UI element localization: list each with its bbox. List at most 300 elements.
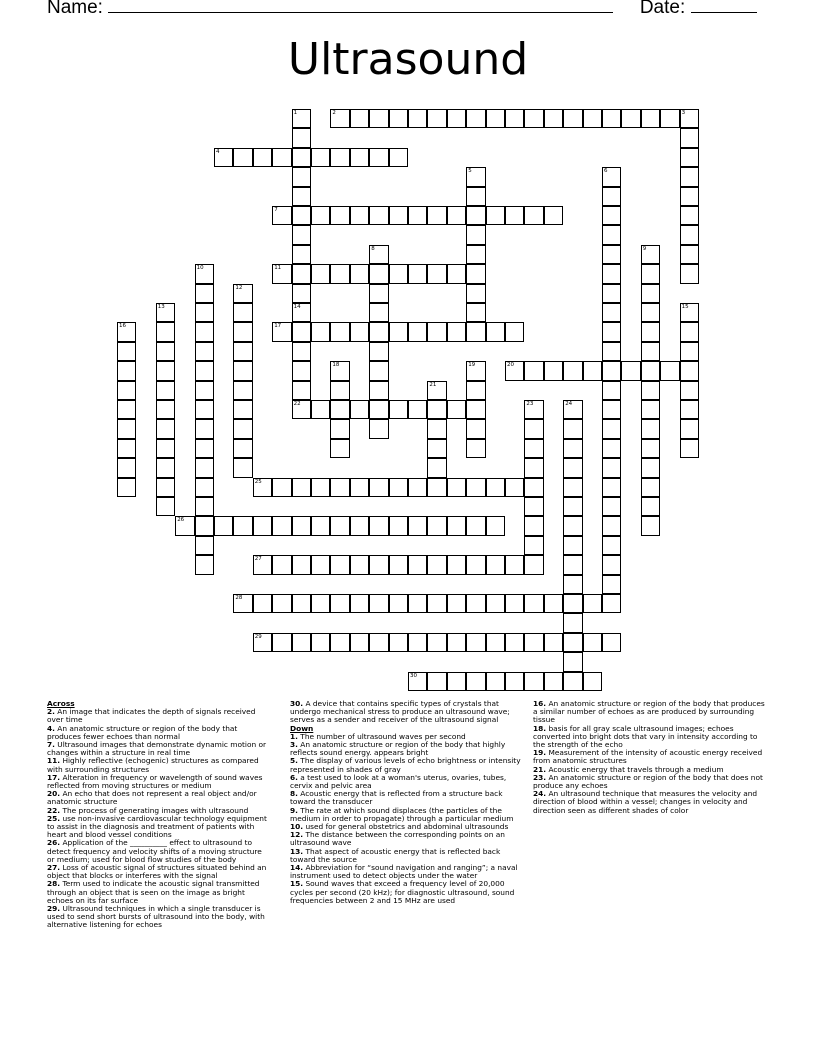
- crossword-cell[interactable]: [466, 264, 485, 283]
- crossword-cell[interactable]: [563, 516, 582, 535]
- crossword-cell[interactable]: [466, 206, 485, 225]
- crossword-cell[interactable]: [505, 109, 524, 128]
- crossword-cell[interactable]: [486, 672, 505, 691]
- crossword-cell[interactable]: [524, 361, 543, 380]
- crossword-cell[interactable]: [350, 555, 369, 574]
- crossword-cell[interactable]: [311, 264, 330, 283]
- crossword-cell[interactable]: [330, 381, 349, 400]
- crossword-cell[interactable]: [563, 478, 582, 497]
- crossword-cell[interactable]: [292, 516, 311, 535]
- crossword-cell[interactable]: [389, 555, 408, 574]
- crossword-cell[interactable]: [602, 516, 621, 535]
- crossword-cell[interactable]: [447, 555, 466, 574]
- crossword-cell[interactable]: [330, 322, 349, 341]
- crossword-cell[interactable]: [602, 284, 621, 303]
- crossword-cell[interactable]: [602, 400, 621, 419]
- crossword-cell[interactable]: [563, 439, 582, 458]
- crossword-cell[interactable]: [680, 245, 699, 264]
- crossword-cell[interactable]: [195, 497, 214, 516]
- crossword-cell[interactable]: [641, 400, 660, 419]
- crossword-cell[interactable]: [466, 594, 485, 613]
- crossword-cell[interactable]: [486, 555, 505, 574]
- crossword-cell[interactable]: [156, 497, 175, 516]
- crossword-cell[interactable]: [389, 206, 408, 225]
- crossword-cell[interactable]: [427, 419, 446, 438]
- crossword-cell[interactable]: [466, 672, 485, 691]
- crossword-cell[interactable]: [389, 109, 408, 128]
- crossword-cell[interactable]: [544, 109, 563, 128]
- crossword-cell[interactable]: [427, 516, 446, 535]
- crossword-cell[interactable]: [156, 303, 175, 322]
- crossword-cell[interactable]: [311, 206, 330, 225]
- crossword-cell[interactable]: [389, 516, 408, 535]
- crossword-cell[interactable]: [505, 206, 524, 225]
- crossword-cell[interactable]: [447, 594, 466, 613]
- crossword-cell[interactable]: [602, 439, 621, 458]
- crossword-cell[interactable]: [583, 672, 602, 691]
- crossword-cell[interactable]: [544, 633, 563, 652]
- crossword-cell[interactable]: [660, 361, 679, 380]
- crossword-cell[interactable]: [486, 206, 505, 225]
- crossword-cell[interactable]: [195, 264, 214, 283]
- crossword-cell[interactable]: [195, 284, 214, 303]
- crossword-cell[interactable]: [369, 245, 388, 264]
- crossword-cell[interactable]: [369, 148, 388, 167]
- crossword-cell[interactable]: [233, 594, 252, 613]
- crossword-cell[interactable]: [117, 361, 136, 380]
- crossword-cell[interactable]: [602, 458, 621, 477]
- crossword-cell[interactable]: [350, 516, 369, 535]
- crossword-cell[interactable]: [602, 536, 621, 555]
- crossword-cell[interactable]: [292, 245, 311, 264]
- crossword-cell[interactable]: [408, 594, 427, 613]
- crossword-cell[interactable]: [524, 400, 543, 419]
- crossword-cell[interactable]: [330, 594, 349, 613]
- crossword-cell[interactable]: [272, 516, 291, 535]
- crossword-cell[interactable]: [427, 478, 446, 497]
- crossword-cell[interactable]: [427, 439, 446, 458]
- crossword-cell[interactable]: [233, 361, 252, 380]
- crossword-cell[interactable]: [563, 652, 582, 671]
- crossword-cell[interactable]: [311, 516, 330, 535]
- crossword-cell[interactable]: [350, 264, 369, 283]
- crossword-cell[interactable]: [369, 516, 388, 535]
- crossword-cell[interactable]: [563, 594, 582, 613]
- crossword-cell[interactable]: [408, 400, 427, 419]
- crossword-cell[interactable]: [427, 633, 446, 652]
- crossword-cell[interactable]: [602, 245, 621, 264]
- crossword-cell[interactable]: [292, 478, 311, 497]
- crossword-cell[interactable]: [602, 555, 621, 574]
- crossword-cell[interactable]: [369, 342, 388, 361]
- crossword-cell[interactable]: [330, 478, 349, 497]
- crossword-cell[interactable]: [408, 109, 427, 128]
- crossword-cell[interactable]: [292, 322, 311, 341]
- crossword-cell[interactable]: [369, 594, 388, 613]
- crossword-cell[interactable]: [486, 633, 505, 652]
- crossword-cell[interactable]: [563, 361, 582, 380]
- crossword-cell[interactable]: [544, 206, 563, 225]
- crossword-cell[interactable]: [680, 322, 699, 341]
- crossword-cell[interactable]: [427, 458, 446, 477]
- crossword-cell[interactable]: [524, 633, 543, 652]
- crossword-cell[interactable]: [486, 109, 505, 128]
- crossword-cell[interactable]: [466, 439, 485, 458]
- crossword-cell[interactable]: [272, 594, 291, 613]
- crossword-cell[interactable]: [680, 167, 699, 186]
- crossword-cell[interactable]: [272, 478, 291, 497]
- crossword-cell[interactable]: [369, 284, 388, 303]
- crossword-cell[interactable]: [466, 167, 485, 186]
- crossword-cell[interactable]: [466, 245, 485, 264]
- crossword-cell[interactable]: [369, 400, 388, 419]
- crossword-cell[interactable]: [195, 361, 214, 380]
- crossword-cell[interactable]: [447, 109, 466, 128]
- crossword-cell[interactable]: [466, 187, 485, 206]
- crossword-cell[interactable]: [427, 381, 446, 400]
- crossword-cell[interactable]: [466, 109, 485, 128]
- crossword-cell[interactable]: [233, 148, 252, 167]
- crossword-cell[interactable]: [602, 497, 621, 516]
- crossword-cell[interactable]: [408, 206, 427, 225]
- crossword-cell[interactable]: [641, 516, 660, 535]
- crossword-cell[interactable]: [602, 594, 621, 613]
- crossword-cell[interactable]: [369, 361, 388, 380]
- crossword-cell[interactable]: [233, 303, 252, 322]
- crossword-cell[interactable]: [563, 419, 582, 438]
- crossword-cell[interactable]: [292, 225, 311, 244]
- crossword-cell[interactable]: [350, 109, 369, 128]
- crossword-cell[interactable]: [253, 478, 272, 497]
- crossword-cell[interactable]: [408, 264, 427, 283]
- crossword-cell[interactable]: [680, 206, 699, 225]
- crossword-cell[interactable]: [524, 497, 543, 516]
- crossword-cell[interactable]: [486, 478, 505, 497]
- crossword-cell[interactable]: [563, 400, 582, 419]
- crossword-cell[interactable]: [602, 303, 621, 322]
- crossword-cell[interactable]: [195, 555, 214, 574]
- crossword-cell[interactable]: [350, 400, 369, 419]
- crossword-cell[interactable]: [156, 458, 175, 477]
- crossword-cell[interactable]: [389, 264, 408, 283]
- crossword-cell[interactable]: [156, 361, 175, 380]
- crossword-cell[interactable]: [292, 284, 311, 303]
- crossword-cell[interactable]: [311, 148, 330, 167]
- crossword-cell[interactable]: [117, 381, 136, 400]
- crossword-cell[interactable]: [253, 516, 272, 535]
- crossword-cell[interactable]: [466, 516, 485, 535]
- crossword-cell[interactable]: [292, 109, 311, 128]
- crossword-cell[interactable]: [583, 594, 602, 613]
- crossword-cell[interactable]: [524, 536, 543, 555]
- crossword-cell[interactable]: [602, 167, 621, 186]
- crossword-cell[interactable]: [524, 109, 543, 128]
- crossword-cell[interactable]: [602, 342, 621, 361]
- crossword-cell[interactable]: [544, 672, 563, 691]
- crossword-cell[interactable]: [156, 400, 175, 419]
- crossword-cell[interactable]: [602, 381, 621, 400]
- crossword-cell[interactable]: [641, 458, 660, 477]
- crossword-cell[interactable]: [447, 516, 466, 535]
- crossword-cell[interactable]: [621, 361, 640, 380]
- crossword-cell[interactable]: [369, 264, 388, 283]
- crossword-cell[interactable]: [292, 187, 311, 206]
- crossword-cell[interactable]: [486, 594, 505, 613]
- crossword-cell[interactable]: [292, 264, 311, 283]
- crossword-cell[interactable]: [427, 555, 446, 574]
- crossword-cell[interactable]: [466, 400, 485, 419]
- crossword-cell[interactable]: [602, 322, 621, 341]
- crossword-cell[interactable]: [195, 381, 214, 400]
- crossword-cell[interactable]: [680, 381, 699, 400]
- crossword-cell[interactable]: [680, 419, 699, 438]
- crossword-cell[interactable]: [330, 264, 349, 283]
- crossword-cell[interactable]: [486, 516, 505, 535]
- crossword-cell[interactable]: [195, 478, 214, 497]
- crossword-cell[interactable]: [466, 381, 485, 400]
- crossword-cell[interactable]: [233, 419, 252, 438]
- crossword-cell[interactable]: [524, 555, 543, 574]
- crossword-cell[interactable]: [427, 400, 446, 419]
- crossword-cell[interactable]: [563, 497, 582, 516]
- crossword-cell[interactable]: [563, 613, 582, 632]
- crossword-cell[interactable]: [350, 322, 369, 341]
- crossword-cell[interactable]: [641, 264, 660, 283]
- crossword-cell[interactable]: [524, 419, 543, 438]
- crossword-cell[interactable]: [117, 478, 136, 497]
- crossword-cell[interactable]: [680, 225, 699, 244]
- crossword-cell[interactable]: [447, 264, 466, 283]
- crossword-cell[interactable]: [563, 536, 582, 555]
- crossword-cell[interactable]: [524, 478, 543, 497]
- crossword-cell[interactable]: [292, 400, 311, 419]
- crossword-cell[interactable]: [680, 128, 699, 147]
- crossword-cell[interactable]: [292, 555, 311, 574]
- crossword-cell[interactable]: [253, 633, 272, 652]
- crossword-cell[interactable]: [505, 478, 524, 497]
- crossword-cell[interactable]: [117, 400, 136, 419]
- crossword-cell[interactable]: [195, 458, 214, 477]
- crossword-cell[interactable]: [641, 342, 660, 361]
- crossword-cell[interactable]: [195, 322, 214, 341]
- crossword-cell[interactable]: [350, 148, 369, 167]
- crossword-cell[interactable]: [311, 555, 330, 574]
- crossword-cell[interactable]: [292, 361, 311, 380]
- crossword-cell[interactable]: [156, 342, 175, 361]
- crossword-cell[interactable]: [292, 303, 311, 322]
- crossword-cell[interactable]: [583, 109, 602, 128]
- crossword-cell[interactable]: [427, 594, 446, 613]
- crossword-cell[interactable]: [330, 148, 349, 167]
- crossword-cell[interactable]: [253, 148, 272, 167]
- crossword-cell[interactable]: [408, 516, 427, 535]
- crossword-cell[interactable]: [427, 264, 446, 283]
- crossword-cell[interactable]: [466, 284, 485, 303]
- crossword-cell[interactable]: [292, 148, 311, 167]
- crossword-cell[interactable]: [369, 109, 388, 128]
- crossword-cell[interactable]: [330, 361, 349, 380]
- crossword-cell[interactable]: [602, 633, 621, 652]
- crossword-cell[interactable]: [641, 381, 660, 400]
- crossword-cell[interactable]: [602, 361, 621, 380]
- crossword-cell[interactable]: [447, 478, 466, 497]
- crossword-cell[interactable]: [292, 128, 311, 147]
- crossword-cell[interactable]: [253, 594, 272, 613]
- crossword-cell[interactable]: [195, 516, 214, 535]
- crossword-cell[interactable]: [524, 458, 543, 477]
- crossword-cell[interactable]: [602, 264, 621, 283]
- crossword-cell[interactable]: [350, 594, 369, 613]
- crossword-cell[interactable]: [311, 594, 330, 613]
- crossword-cell[interactable]: [680, 187, 699, 206]
- crossword-cell[interactable]: [253, 555, 272, 574]
- crossword-cell[interactable]: [602, 187, 621, 206]
- crossword-cell[interactable]: [195, 303, 214, 322]
- crossword-cell[interactable]: [602, 419, 621, 438]
- crossword-cell[interactable]: [466, 633, 485, 652]
- crossword-cell[interactable]: [389, 633, 408, 652]
- crossword-cell[interactable]: [292, 342, 311, 361]
- crossword-cell[interactable]: [272, 633, 291, 652]
- crossword-cell[interactable]: [311, 322, 330, 341]
- crossword-cell[interactable]: [583, 633, 602, 652]
- crossword-cell[interactable]: [117, 419, 136, 438]
- crossword-cell[interactable]: [233, 439, 252, 458]
- crossword-cell[interactable]: [156, 478, 175, 497]
- crossword-cell[interactable]: [233, 322, 252, 341]
- crossword-cell[interactable]: [466, 303, 485, 322]
- crossword-cell[interactable]: [641, 284, 660, 303]
- crossword-cell[interactable]: [583, 361, 602, 380]
- crossword-cell[interactable]: [369, 478, 388, 497]
- crossword-cell[interactable]: [389, 400, 408, 419]
- crossword-cell[interactable]: [563, 555, 582, 574]
- crossword-cell[interactable]: [466, 419, 485, 438]
- crossword-cell[interactable]: [680, 439, 699, 458]
- crossword-cell[interactable]: [156, 381, 175, 400]
- crossword-cell[interactable]: [292, 381, 311, 400]
- crossword-cell[interactable]: [195, 342, 214, 361]
- crossword-cell[interactable]: [680, 303, 699, 322]
- crossword-cell[interactable]: [641, 439, 660, 458]
- crossword-cell[interactable]: [292, 633, 311, 652]
- crossword-cell[interactable]: [563, 109, 582, 128]
- crossword-cell[interactable]: [389, 148, 408, 167]
- crossword-cell[interactable]: [369, 419, 388, 438]
- crossword-cell[interactable]: [330, 555, 349, 574]
- crossword-cell[interactable]: [447, 672, 466, 691]
- crossword-cell[interactable]: [563, 458, 582, 477]
- crossword-cell[interactable]: [563, 575, 582, 594]
- crossword-cell[interactable]: [272, 148, 291, 167]
- crossword-cell[interactable]: [524, 672, 543, 691]
- crossword-cell[interactable]: [505, 322, 524, 341]
- crossword-cell[interactable]: [563, 672, 582, 691]
- crossword-cell[interactable]: [427, 206, 446, 225]
- crossword-cell[interactable]: [195, 439, 214, 458]
- crossword-cell[interactable]: [330, 419, 349, 438]
- crossword-cell[interactable]: [641, 322, 660, 341]
- crossword-cell[interactable]: [117, 458, 136, 477]
- crossword-cell[interactable]: [680, 342, 699, 361]
- crossword-cell[interactable]: [350, 633, 369, 652]
- crossword-cell[interactable]: [602, 206, 621, 225]
- crossword-cell[interactable]: [272, 264, 291, 283]
- crossword-cell[interactable]: [233, 284, 252, 303]
- crossword-cell[interactable]: [544, 594, 563, 613]
- crossword-cell[interactable]: [466, 225, 485, 244]
- crossword-cell[interactable]: [680, 109, 699, 128]
- crossword-cell[interactable]: [505, 672, 524, 691]
- crossword-cell[interactable]: [447, 633, 466, 652]
- crossword-cell[interactable]: [389, 478, 408, 497]
- crossword-cell[interactable]: [447, 400, 466, 419]
- crossword-cell[interactable]: [350, 206, 369, 225]
- crossword-cell[interactable]: [466, 478, 485, 497]
- crossword-cell[interactable]: [292, 206, 311, 225]
- crossword-cell[interactable]: [466, 322, 485, 341]
- crossword-cell[interactable]: [369, 303, 388, 322]
- crossword-cell[interactable]: [350, 478, 369, 497]
- crossword-cell[interactable]: [621, 109, 640, 128]
- crossword-cell[interactable]: [524, 439, 543, 458]
- crossword-cell[interactable]: [505, 633, 524, 652]
- crossword-cell[interactable]: [292, 167, 311, 186]
- crossword-cell[interactable]: [311, 633, 330, 652]
- crossword-cell[interactable]: [311, 478, 330, 497]
- crossword-cell[interactable]: [563, 633, 582, 652]
- crossword-cell[interactable]: [330, 206, 349, 225]
- crossword-cell[interactable]: [408, 555, 427, 574]
- crossword-cell[interactable]: [272, 322, 291, 341]
- crossword-cell[interactable]: [369, 322, 388, 341]
- crossword-cell[interactable]: [641, 303, 660, 322]
- crossword-cell[interactable]: [195, 419, 214, 438]
- crossword-cell[interactable]: [408, 478, 427, 497]
- crossword-cell[interactable]: [505, 594, 524, 613]
- crossword-cell[interactable]: [602, 109, 621, 128]
- crossword-cell[interactable]: [641, 361, 660, 380]
- crossword-cell[interactable]: [233, 342, 252, 361]
- crossword-cell[interactable]: [369, 206, 388, 225]
- crossword-cell[interactable]: [641, 109, 660, 128]
- crossword-cell[interactable]: [680, 148, 699, 167]
- crossword-cell[interactable]: [175, 516, 194, 535]
- crossword-cell[interactable]: [156, 439, 175, 458]
- crossword-cell[interactable]: [233, 400, 252, 419]
- crossword-cell[interactable]: [408, 672, 427, 691]
- crossword-cell[interactable]: [505, 361, 524, 380]
- crossword-cell[interactable]: [330, 109, 349, 128]
- crossword-cell[interactable]: [292, 594, 311, 613]
- crossword-cell[interactable]: [486, 322, 505, 341]
- crossword-cell[interactable]: [641, 497, 660, 516]
- crossword-cell[interactable]: [389, 322, 408, 341]
- crossword-cell[interactable]: [544, 361, 563, 380]
- crossword-cell[interactable]: [602, 225, 621, 244]
- crossword-cell[interactable]: [233, 458, 252, 477]
- crossword-cell[interactable]: [389, 594, 408, 613]
- crossword-cell[interactable]: [427, 672, 446, 691]
- crossword-cell[interactable]: [156, 419, 175, 438]
- crossword-cell[interactable]: [524, 206, 543, 225]
- crossword-cell[interactable]: [117, 342, 136, 361]
- crossword-cell[interactable]: [272, 555, 291, 574]
- crossword-cell[interactable]: [680, 264, 699, 283]
- crossword-cell[interactable]: [602, 575, 621, 594]
- crossword-cell[interactable]: [408, 322, 427, 341]
- crossword-cell[interactable]: [214, 148, 233, 167]
